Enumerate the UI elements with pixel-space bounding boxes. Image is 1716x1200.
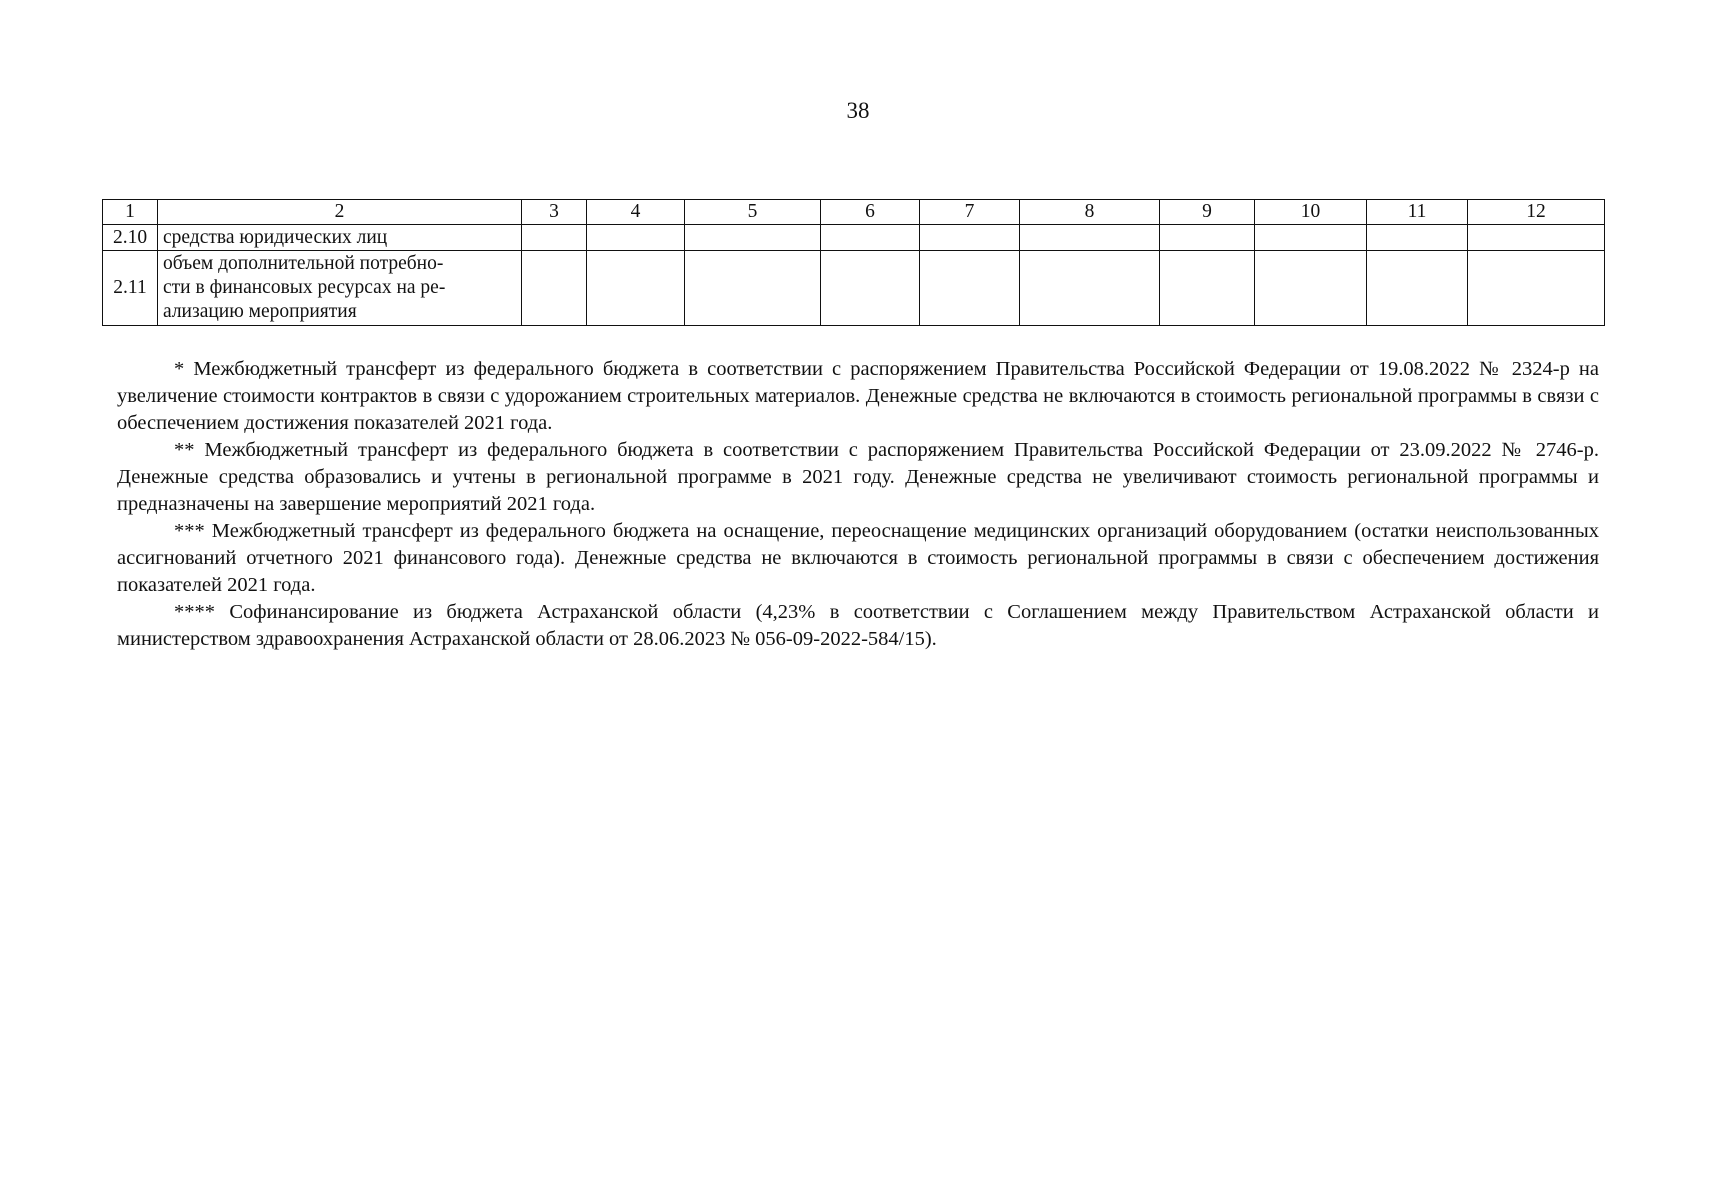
footnotes — [117, 356, 1599, 653]
footnote: *** Межбюджетный трансферт из федерального бюджета на оснащение, переоснащение медицинских организаций оборудованием (остатки неиспользованных ассигнований отчетного 2021 финансового года). Денежные средства не включаются в стоимость региональной программы в связи с обеспечением достижения показателей 2021 года. — [117, 520, 1599, 596]
table-cell — [1367, 225, 1468, 251]
table-cell — [1160, 251, 1255, 326]
column-header: 4 — [587, 200, 685, 225]
table-cell — [920, 225, 1020, 251]
table-cell — [685, 251, 821, 326]
column-header: 9 — [1160, 200, 1255, 225]
footnote: ** Межбюджетный трансферт из федерального бюджета в соответствии с распоряжением Правительства Российской Федерации от 23.09.2022 № 2746-р. Денежные средства образовались и учтены в региональной программе в 2021 году. Денежные средства не увеличивают стоимость региональной программы и предназначены на завершение мероприятий 2021 года. — [117, 439, 1599, 515]
table-header-row — [103, 200, 1605, 225]
table-row — [103, 225, 1605, 251]
page-number: 38 — [846, 98, 870, 123]
column-header: 8 — [1020, 200, 1160, 225]
footnote: * Межбюджетный трансферт из федерального бюджета в соответствии с распоряжением Правительства Российской Федерации от 19.08.2022 № 2324-р на увеличение стоимости контрактов в связи с удорожанием строительных материалов. Денежные средства не включаются в стоимость региональной программы в связи с обеспечением достижения показателей 2021 года. — [117, 358, 1599, 434]
footnote: **** Софинансирование из бюджета Астраханской области (4,23% в соответствии с Соглашением между Правительством Астраханской области и министерством здравоохранения Астраханской области от 28.06.2023 № 056-09-2022-584/15). — [117, 601, 1599, 650]
row-label-line: ализацию мероприятия — [163, 301, 357, 322]
table-cell — [920, 251, 1020, 326]
row-label — [158, 251, 522, 326]
column-header: 12 — [1468, 200, 1605, 225]
column-header: 2 — [158, 200, 522, 225]
table-cell — [1255, 251, 1367, 326]
table-cell — [522, 225, 587, 251]
table-cell — [1468, 251, 1605, 326]
row-label-line: объем дополнительной потребно- — [163, 253, 444, 274]
row-number: 2.11 — [103, 251, 158, 326]
table-cell — [685, 225, 821, 251]
column-header: 6 — [821, 200, 920, 225]
row-number: 2.10 — [103, 225, 158, 251]
table-cell — [1468, 225, 1605, 251]
column-header: 3 — [522, 200, 587, 225]
table-cell — [1160, 225, 1255, 251]
row-label-line: сти в финансовых ресурсах на ре- — [163, 277, 446, 298]
budget-table — [102, 199, 1605, 326]
table-cell — [1255, 225, 1367, 251]
table-cell — [821, 251, 920, 326]
column-header: 5 — [685, 200, 821, 225]
table-row — [103, 251, 1605, 326]
column-header: 11 — [1367, 200, 1468, 225]
table-cell — [1020, 225, 1160, 251]
table-cell — [1020, 251, 1160, 326]
table-cell — [522, 251, 587, 326]
table-cell — [1367, 251, 1468, 326]
table-cell — [821, 225, 920, 251]
column-header: 1 — [103, 200, 158, 225]
row-label: средства юридических лиц — [158, 225, 522, 251]
table-cell — [587, 225, 685, 251]
column-header: 7 — [920, 200, 1020, 225]
table-cell — [587, 251, 685, 326]
column-header: 10 — [1255, 200, 1367, 225]
